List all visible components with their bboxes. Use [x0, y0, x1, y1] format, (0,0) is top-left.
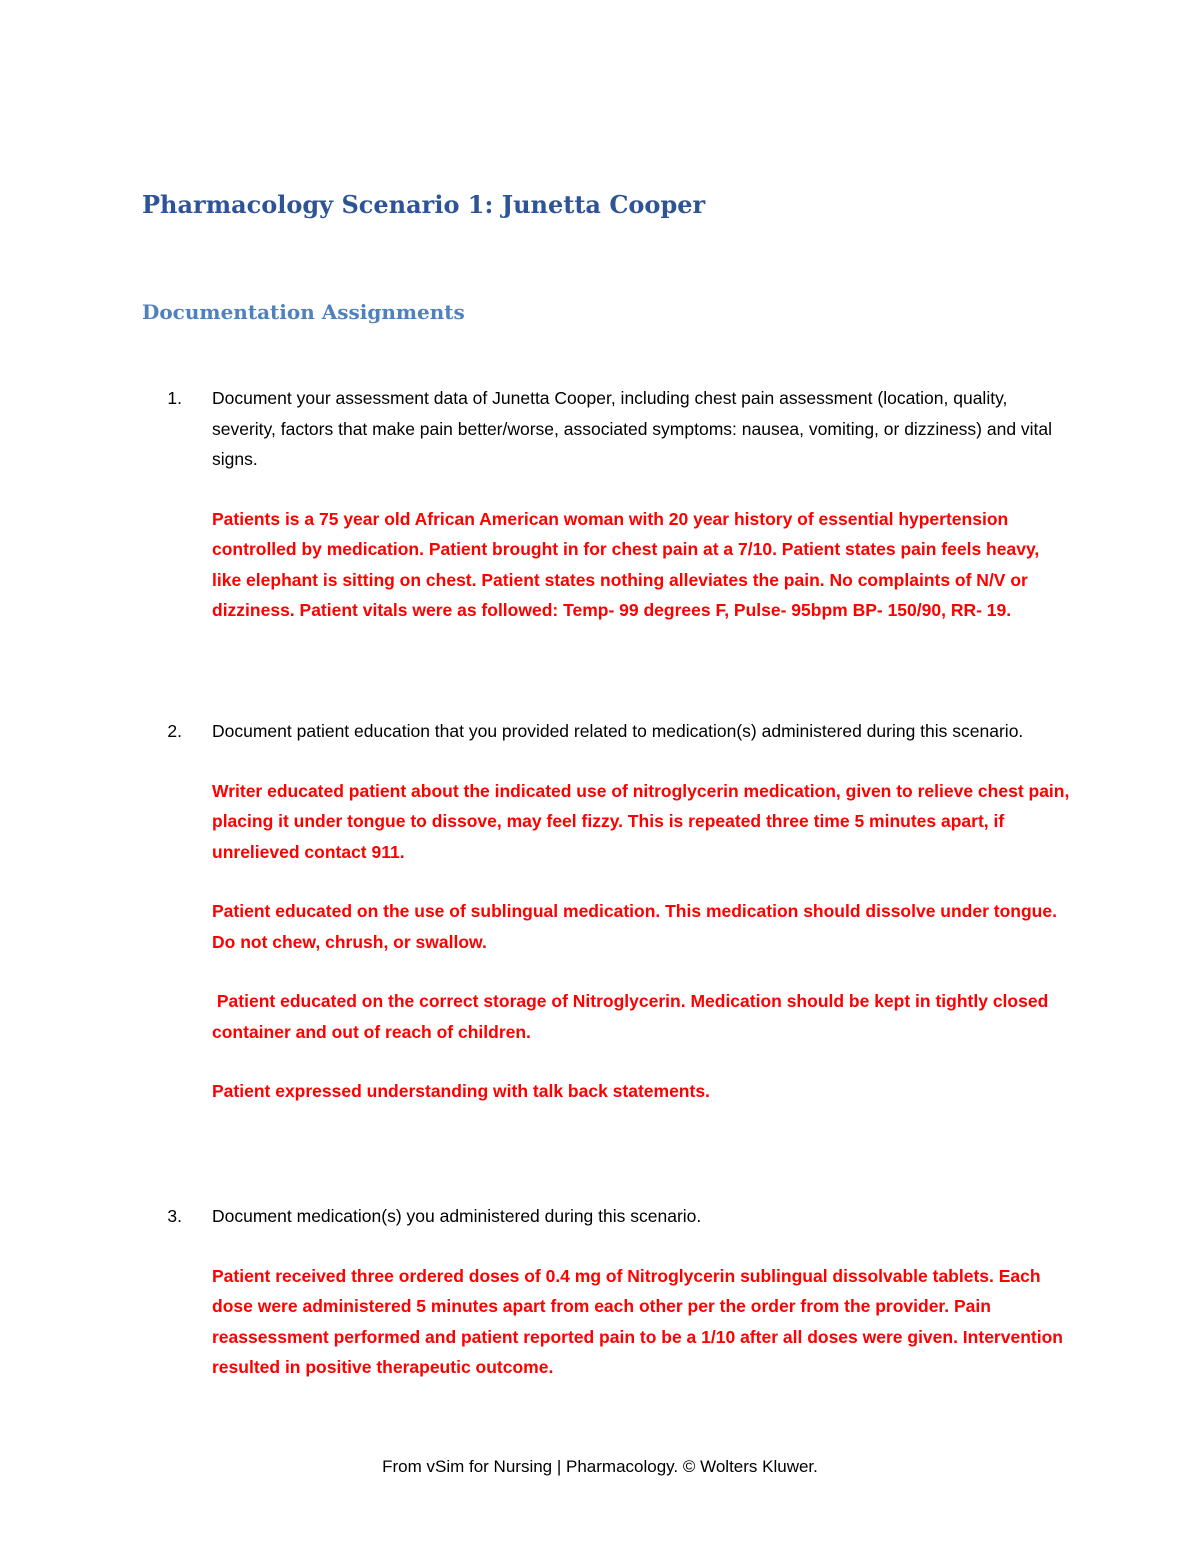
answer-text: Writer educated patient about the indicated use of nitroglycerin medication, given to relieve chest pain, placing it under tongue to dissove, may feel fizzy. This is repeated three time 5 minutes apart, if unrelieved contact 911.	[212, 780, 1070, 862]
document-title: Pharmacology Scenario 1: Junetta Cooper	[142, 190, 706, 219]
answer-text: Patient educated on the correct storage of Nitroglycerin. Medication should be kept in tightly closed container and out of reach of children.	[212, 991, 1054, 1042]
answer-text: Patient expressed understanding with talk back statements.	[212, 1081, 710, 1101]
item-body	[212, 383, 1072, 626]
page-footer: From vSim for Nursing | Pharmacology. © Wolters Kluwer.	[382, 1457, 818, 1476]
question-text: Document patient education that you provided related to medication(s) administered during this scenario.	[212, 721, 1024, 741]
item-number: 3.	[167, 1206, 182, 1226]
section-heading: Documentation Assignments	[142, 300, 465, 324]
item-body	[212, 716, 1072, 1107]
item-number: 2.	[167, 721, 182, 741]
answer-text: Patient educated on the use of sublingual medication. This medication should dissolve under tongue. Do not chew, chrush, or swallow.	[212, 901, 1057, 952]
answer-text: Patients is a 75 year old African American woman with 20 year history of essential hypertension controlled by medication. Patient brought in for chest pain at a 7/10. Patient states pain feels heavy, like elephant is sitting on chest. Patient states nothing alleviates the pain. No complaints of N/V or dizziness. Patient vitals were as followed: Temp- 99 degrees F, Pulse- 95bpm BP- 150/90, RR- 19.	[212, 508, 1040, 620]
question-text: Document your assessment data of Junetta Cooper, including chest pain assessment (location, quality, severity, factors that make pain better/worse, associated symptoms: nausea, vomiting, or dizziness) and vital signs.	[212, 388, 1053, 469]
item-body	[212, 1201, 1072, 1383]
question-text: Document medication(s) you administered during this scenario.	[212, 1206, 702, 1226]
answer-text: Patient received three ordered doses of 0.4 mg of Nitroglycerin sublingual dissolvable tablets. Each dose were administered 5 minutes apart from each other per the order from the provider. Pain reassessment performed and patient reported pain to be a 1/10 after all doses were given. Intervention resulted in positive therapeutic outcome.	[212, 1265, 1063, 1377]
item-number: 1.	[167, 388, 182, 408]
